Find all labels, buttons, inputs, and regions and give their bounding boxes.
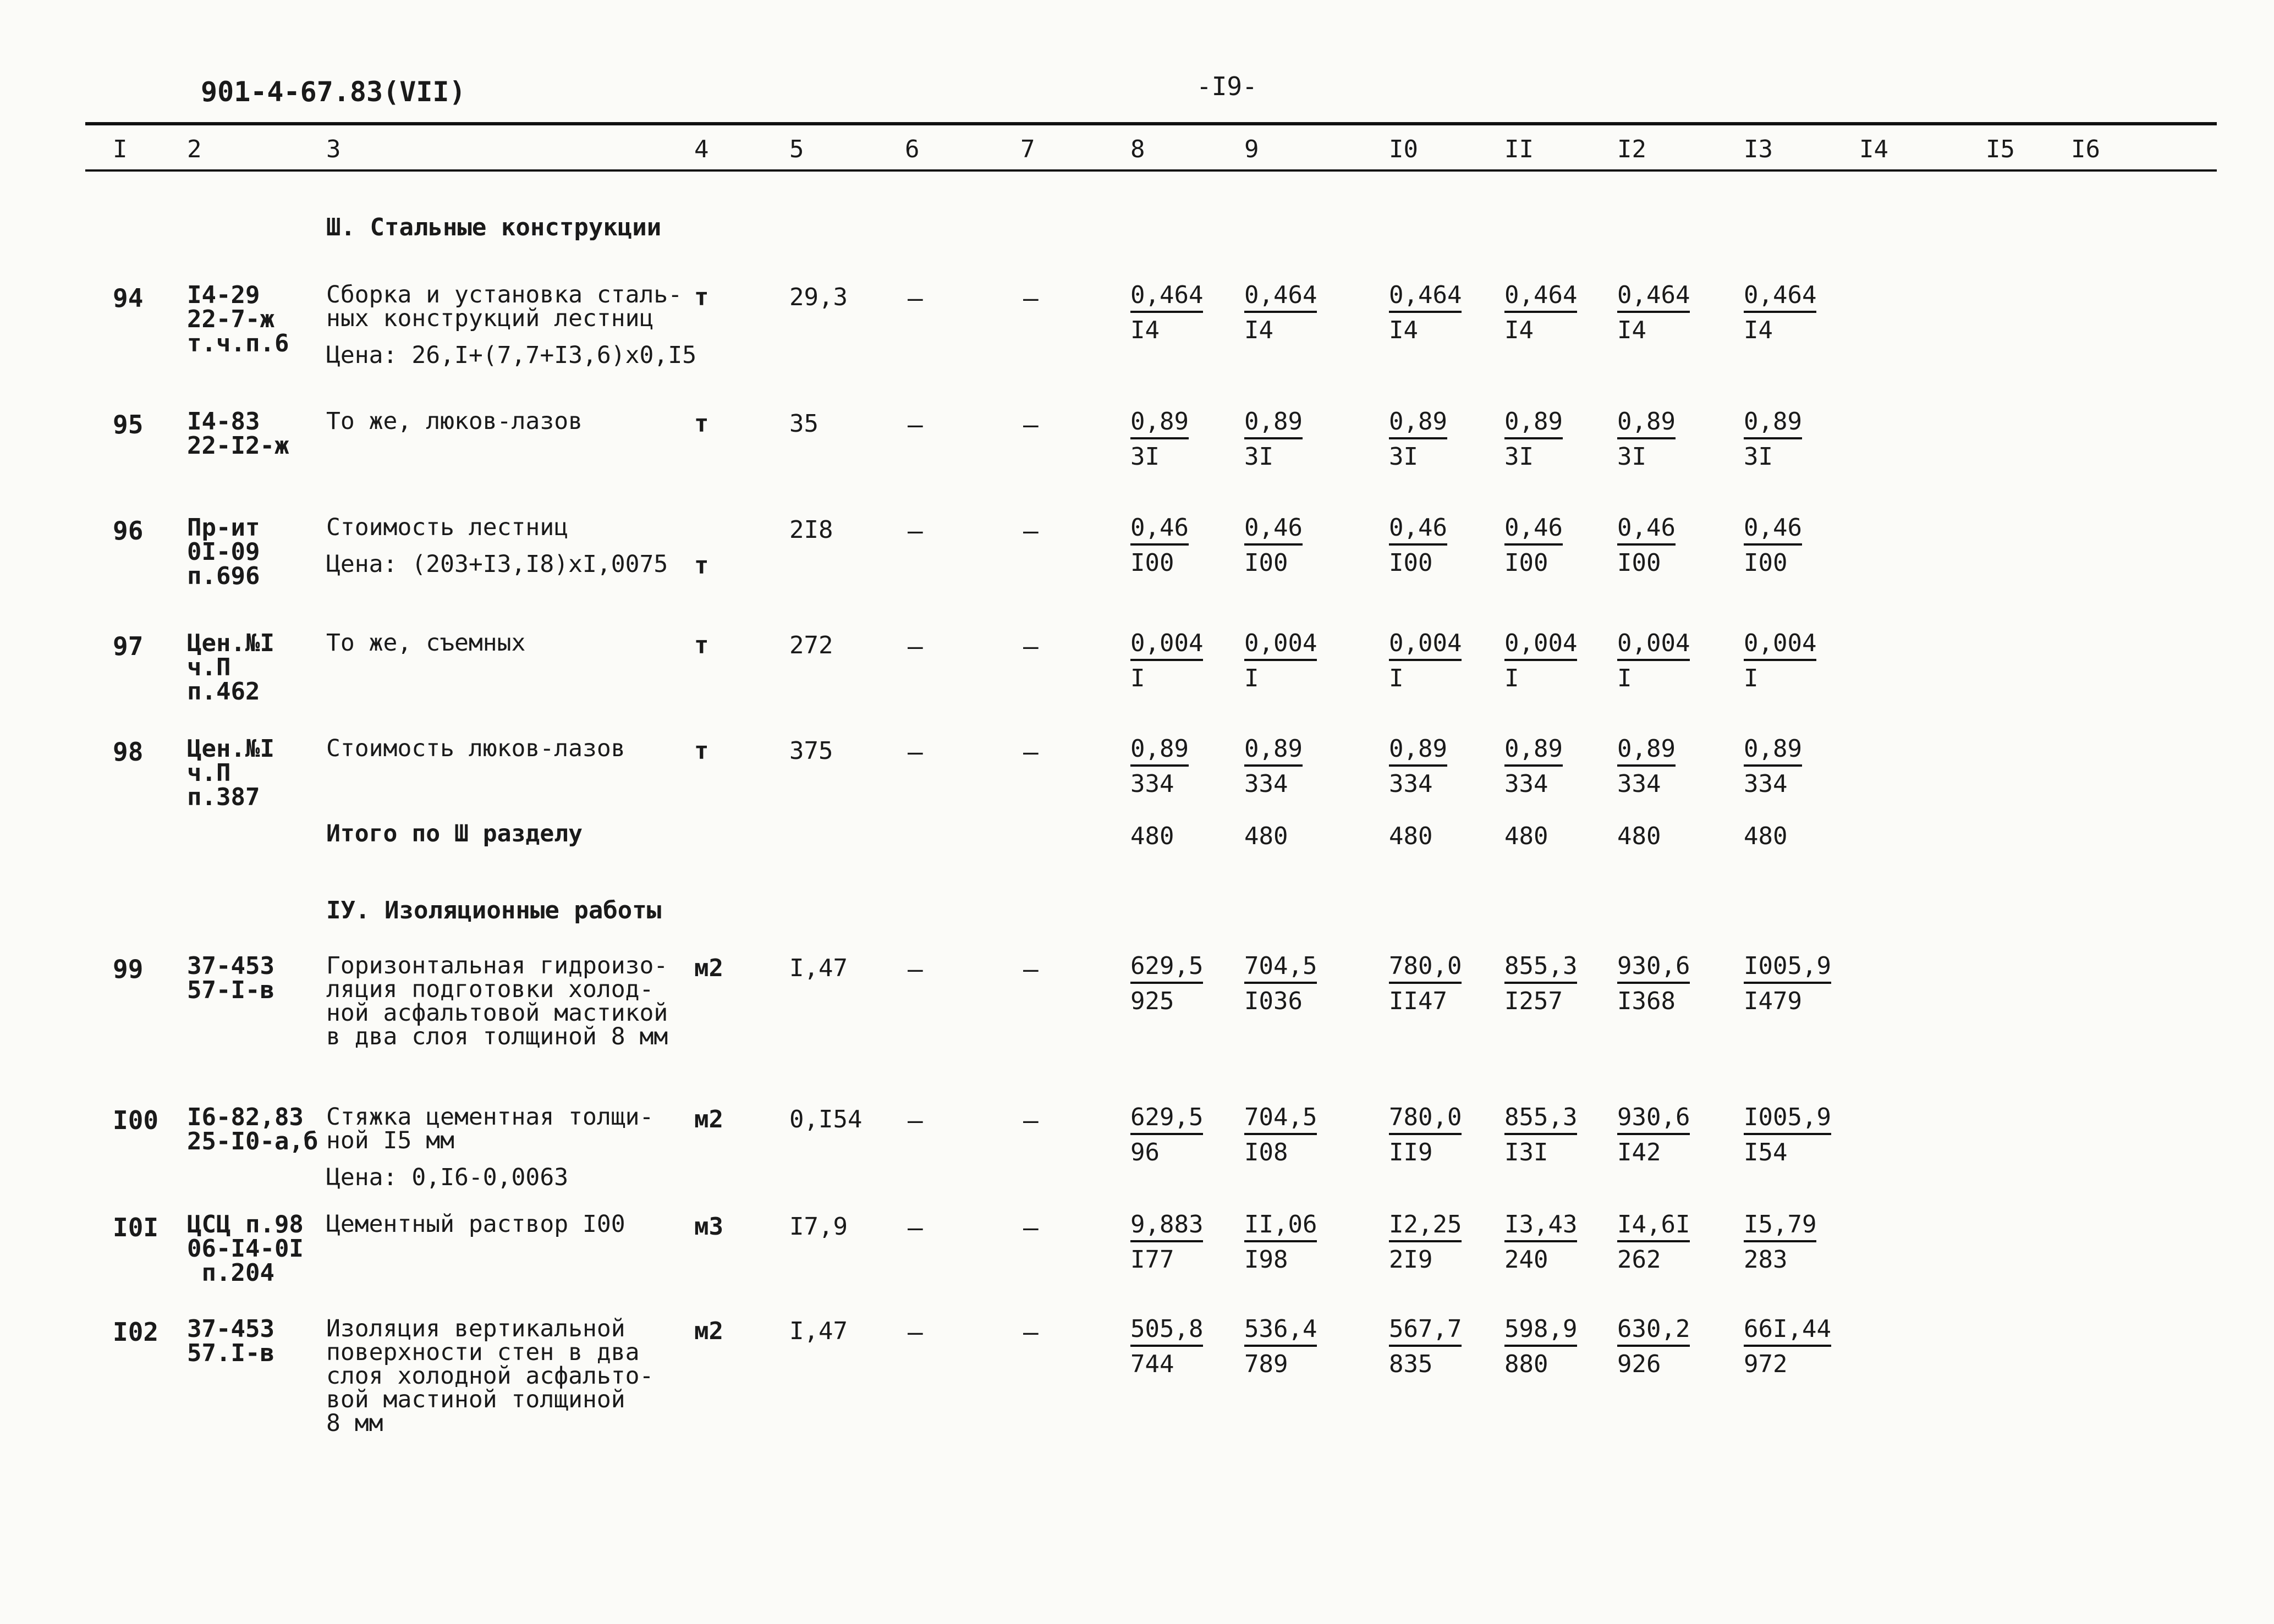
value-denominator: I00 (1130, 549, 1174, 577)
value-fraction (1130, 954, 1203, 1014)
value-numerator: 0,89 (1244, 737, 1303, 767)
column-number: I6 (2071, 135, 2100, 163)
unit-of-measure: м3 (694, 1213, 723, 1241)
value-fraction (1389, 1105, 1462, 1165)
value-denominator: 334 (1244, 770, 1288, 798)
column-6-dash: – (908, 283, 923, 313)
row-number: I0I (113, 1213, 159, 1242)
value-denominator: 926 (1617, 1350, 1661, 1378)
column-7-dash: – (1023, 410, 1039, 439)
value-denominator: 96 (1130, 1138, 1160, 1166)
value-numerator: 0,004 (1617, 631, 1690, 661)
section-total-value: 480 (1244, 822, 1288, 850)
unit-price: 0,I54 (789, 1105, 863, 1133)
value-fraction (1617, 631, 1690, 691)
value-fraction (1744, 1317, 1831, 1377)
value-denominator: I00 (1504, 549, 1548, 577)
column-number: 6 (905, 135, 920, 163)
section-total-value: 480 (1389, 822, 1433, 850)
value-denominator: 789 (1244, 1350, 1288, 1378)
section-total-value: 480 (1617, 822, 1661, 850)
price-formula: Цена: 0,I6-0,0063 (326, 1164, 569, 1191)
value-numerator: 0,464 (1617, 283, 1690, 313)
value-fraction (1504, 631, 1577, 691)
value-numerator: 0,89 (1389, 737, 1447, 767)
value-denominator: I4 (1130, 316, 1160, 344)
row-number: 99 (113, 954, 144, 984)
value-fraction (1244, 1105, 1317, 1165)
value-denominator: I4 (1504, 316, 1534, 344)
column-7-dash: – (1023, 631, 1039, 661)
unit-of-measure: м2 (694, 1105, 723, 1133)
value-fraction (1504, 516, 1563, 575)
value-fraction (1389, 283, 1462, 343)
value-denominator: 3I (1244, 443, 1273, 471)
value-fraction (1744, 737, 1802, 796)
value-fraction (1617, 737, 1676, 796)
work-description: Цементный раствор I00 (326, 1210, 625, 1238)
value-denominator: I00 (1244, 549, 1288, 577)
value-fraction (1504, 1210, 1578, 1274)
value-fraction (1744, 410, 1802, 469)
value-denominator: I (1130, 664, 1145, 692)
row-number: 94 (113, 283, 144, 313)
value-fraction (1744, 954, 1831, 1014)
value-numerator: 855,3 (1504, 954, 1577, 984)
value-numerator: 567,7 (1389, 1317, 1462, 1347)
work-description: То же, съемных (326, 629, 526, 657)
value-denominator: 240 (1504, 1246, 1548, 1274)
value-fraction (1744, 516, 1802, 575)
value-denominator: I (1617, 664, 1632, 692)
value-denominator: I4 (1389, 316, 1418, 344)
column-number: 5 (789, 135, 804, 163)
column-number: I2 (1617, 135, 1646, 163)
unit-price: I,47 (789, 1317, 848, 1345)
work-description: Сборка и установка сталь- ных конструкций лестниц (326, 281, 683, 332)
column-6-dash: – (908, 1213, 923, 1242)
value-fraction (1244, 954, 1317, 1014)
unit-of-measure: т (694, 631, 709, 659)
value-numerator: 0,004 (1244, 631, 1317, 661)
unit-of-measure: м2 (694, 1317, 723, 1345)
column-number: 4 (694, 135, 709, 163)
value-denominator: 3I (1744, 443, 1773, 471)
column-number: 9 (1244, 135, 1259, 163)
value-fraction (1617, 283, 1690, 343)
value-fraction (1617, 1317, 1690, 1377)
unit-price: 375 (789, 737, 833, 765)
column-6-dash: – (908, 410, 923, 439)
value-fraction (1617, 1105, 1690, 1165)
value-denominator: I98 (1244, 1246, 1288, 1274)
value-numerator: 0,004 (1744, 631, 1816, 661)
work-description: Стяжка цементная толщи- ной I5 мм (326, 1103, 654, 1154)
value-numerator: 0,464 (1389, 283, 1462, 313)
column-7-dash: – (1023, 283, 1039, 313)
value-denominator: I77 (1130, 1246, 1174, 1274)
value-denominator: 2I9 (1389, 1246, 1433, 1274)
value-numerator: 0,004 (1504, 631, 1577, 661)
value-numerator: 0,46 (1130, 516, 1189, 546)
value-numerator: 855,3 (1504, 1105, 1577, 1135)
unit-price: I7,9 (789, 1213, 848, 1241)
value-numerator: 0,89 (1130, 737, 1189, 767)
column-number: I4 (1859, 135, 1888, 163)
value-numerator: 0,464 (1130, 283, 1203, 313)
column-7-dash: – (1023, 954, 1039, 984)
column-number: II (1504, 135, 1534, 163)
value-denominator: 334 (1744, 770, 1788, 798)
value-denominator: 972 (1744, 1350, 1788, 1378)
value-numerator: 0,004 (1389, 631, 1462, 661)
value-denominator: 744 (1130, 1350, 1174, 1378)
value-fraction (1244, 1210, 1317, 1274)
value-numerator: 0,46 (1389, 516, 1447, 546)
value-numerator: 704,5 (1244, 1105, 1317, 1135)
value-fraction (1130, 737, 1189, 796)
value-denominator: 835 (1389, 1350, 1433, 1378)
value-fraction (1744, 1210, 1817, 1274)
value-numerator: 0,464 (1244, 283, 1317, 313)
value-numerator: 0,89 (1504, 737, 1563, 767)
value-denominator: I (1744, 664, 1759, 692)
norm-code: 37-453 57-I-в (187, 952, 274, 1004)
unit-price: 272 (789, 631, 833, 659)
value-denominator: I42 (1617, 1138, 1661, 1166)
value-fraction (1244, 737, 1303, 796)
value-numerator: 0,89 (1744, 410, 1802, 439)
value-fraction (1504, 1317, 1577, 1377)
norm-code: I4-83 22-I2-ж (187, 408, 289, 460)
value-denominator: I00 (1744, 549, 1788, 577)
value-fraction (1389, 516, 1447, 575)
row-number: 98 (113, 737, 144, 767)
value-fraction (1389, 631, 1462, 691)
column-7-dash: – (1023, 516, 1039, 546)
value-denominator: 262 (1617, 1246, 1661, 1274)
document-code: 901-4-67.83(VII) (201, 76, 466, 108)
value-fraction (1617, 954, 1690, 1014)
value-numerator: 66I,44 (1744, 1317, 1831, 1347)
value-denominator: 880 (1504, 1350, 1548, 1378)
value-numerator: I005,9 (1744, 954, 1831, 984)
column-number: 3 (326, 135, 341, 163)
value-numerator: 0,46 (1504, 516, 1563, 546)
column-6-dash: – (908, 516, 923, 546)
value-denominator: 3I (1389, 443, 1418, 471)
value-numerator: 536,4 (1244, 1317, 1317, 1347)
column-7-dash: – (1023, 1105, 1039, 1135)
value-denominator: I4 (1744, 316, 1773, 344)
column-7-dash: – (1023, 1317, 1039, 1347)
unit-price: 2I8 (789, 516, 833, 544)
value-fraction (1617, 1210, 1690, 1274)
column-number: I3 (1744, 135, 1773, 163)
value-fraction (1130, 516, 1189, 575)
header-bottom-rule (85, 169, 2217, 172)
value-denominator: 334 (1617, 770, 1661, 798)
value-denominator: I (1389, 664, 1404, 692)
row-number: I00 (113, 1105, 159, 1135)
value-denominator: I036 (1244, 987, 1303, 1015)
value-denominator: I257 (1504, 987, 1563, 1015)
value-fraction (1244, 516, 1303, 575)
value-fraction (1617, 516, 1676, 575)
value-numerator: 0,89 (1617, 410, 1676, 439)
column-7-dash: – (1023, 737, 1039, 767)
value-denominator: I08 (1244, 1138, 1288, 1166)
value-numerator: I3,43 (1504, 1213, 1577, 1242)
column-number: 8 (1130, 135, 1145, 163)
value-denominator: II47 (1389, 987, 1447, 1015)
value-numerator: II,06 (1244, 1213, 1317, 1242)
value-denominator: I3I (1504, 1138, 1548, 1166)
column-6-dash: – (908, 631, 923, 661)
value-fraction (1389, 954, 1462, 1014)
value-numerator: 0,89 (1130, 410, 1189, 439)
value-fraction (1504, 737, 1563, 796)
value-fraction (1130, 283, 1203, 343)
value-numerator: 0,89 (1389, 410, 1447, 439)
value-denominator: I00 (1389, 549, 1433, 577)
value-denominator: I479 (1744, 987, 1802, 1015)
value-numerator: 0,004 (1130, 631, 1203, 661)
column-6-dash: – (908, 1105, 923, 1135)
work-description: То же, люков-лазов (326, 408, 583, 435)
value-numerator: 505,8 (1130, 1317, 1203, 1347)
value-numerator: 629,5 (1130, 954, 1203, 984)
page-number: -I9- (1196, 71, 1257, 101)
value-fraction (1389, 410, 1447, 469)
value-fraction (1744, 631, 1816, 691)
unit-price: 35 (789, 410, 819, 438)
price-formula: Цена: 26,I+(7,7+I3,6)x0,I5 (326, 342, 697, 369)
section-total-value: 480 (1744, 822, 1788, 850)
work-description: Горизонтальная гидроизо- ляция подготовки холод- ной асфальтовой мастикой в два слоя толщиной 8 мм (326, 952, 668, 1050)
column-number: I0 (1389, 135, 1418, 163)
value-fraction (1389, 1210, 1462, 1274)
value-numerator: 930,6 (1617, 954, 1690, 984)
value-numerator: 0,46 (1617, 516, 1676, 546)
value-fraction (1744, 283, 1816, 343)
value-numerator: I4,6I (1617, 1213, 1690, 1242)
work-description: Стоимость лестниц (326, 514, 569, 541)
value-numerator: 780,0 (1389, 954, 1462, 984)
header-top-rule (85, 122, 2217, 125)
value-denominator: 925 (1130, 987, 1174, 1015)
value-denominator: 334 (1130, 770, 1174, 798)
value-numerator: I2,25 (1389, 1213, 1462, 1242)
section-total-value: 480 (1130, 822, 1174, 850)
value-denominator: I (1244, 664, 1259, 692)
value-denominator: 334 (1389, 770, 1433, 798)
norm-code: ЦСЦ п.98 06-I4-0I п.204 (187, 1210, 304, 1287)
value-numerator: 598,9 (1504, 1317, 1577, 1347)
value-denominator: I (1504, 664, 1519, 692)
value-fraction (1244, 283, 1317, 343)
value-numerator: 930,6 (1617, 1105, 1690, 1135)
row-number: 97 (113, 631, 144, 661)
value-denominator: II9 (1389, 1138, 1433, 1166)
column-6-dash: – (908, 1317, 923, 1347)
unit-price: I,47 (789, 954, 848, 982)
value-numerator: 0,89 (1504, 410, 1563, 439)
value-numerator: 0,464 (1504, 283, 1577, 313)
value-fraction (1617, 410, 1676, 469)
value-fraction (1130, 1317, 1203, 1377)
value-denominator: I368 (1617, 987, 1676, 1015)
work-description: Стоимость люков-лазов (326, 735, 625, 762)
unit-of-measure: т (694, 410, 709, 438)
value-denominator: 334 (1504, 770, 1548, 798)
section-title-steel: Ш. Стальные конструкции (326, 213, 662, 241)
norm-code: Цен.№I ч.П п.462 (187, 629, 274, 706)
value-fraction (1389, 737, 1447, 796)
value-fraction (1504, 410, 1563, 469)
value-numerator: 0,464 (1744, 283, 1816, 313)
column-6-dash: – (908, 737, 923, 767)
value-fraction (1244, 631, 1317, 691)
section-total-value: 480 (1504, 822, 1548, 850)
column-number: I5 (1986, 135, 2015, 163)
section-title-insulation: IУ. Изоляционные работы (326, 896, 662, 924)
value-denominator: I4 (1244, 316, 1273, 344)
value-denominator: I4 (1617, 316, 1646, 344)
column-number: 2 (187, 135, 202, 163)
value-numerator: I5,79 (1744, 1213, 1816, 1242)
row-number: 96 (113, 516, 144, 546)
unit-of-measure: т (694, 283, 709, 311)
row-number: 95 (113, 410, 144, 439)
value-denominator: 3I (1617, 443, 1646, 471)
value-denominator: I00 (1617, 549, 1661, 577)
unit-of-measure: т (694, 737, 709, 765)
value-fraction (1504, 283, 1577, 343)
value-fraction (1244, 1317, 1317, 1377)
value-fraction (1504, 954, 1577, 1014)
norm-code: Пр-ит 0I-09 п.696 (187, 514, 260, 590)
norm-code: Цен.№I ч.П п.387 (187, 735, 274, 811)
value-denominator: 283 (1744, 1246, 1788, 1274)
row-number: I02 (113, 1317, 159, 1347)
section-total-label: Итого по Ш разделу (326, 820, 583, 847)
value-numerator: I005,9 (1744, 1105, 1831, 1135)
work-description: Изоляция вертикальной поверхности стен в два слоя холодной асфальто- вой мастиной толщиной 8 мм (326, 1315, 654, 1437)
value-fraction (1130, 1105, 1203, 1165)
value-denominator: 3I (1504, 443, 1534, 471)
unit-price: 29,3 (789, 283, 848, 311)
value-numerator: 629,5 (1130, 1105, 1203, 1135)
unit-of-measure: т (694, 552, 709, 580)
value-denominator: 3I (1130, 443, 1160, 471)
value-numerator: 9,883 (1130, 1213, 1203, 1242)
value-numerator: 0,89 (1244, 410, 1303, 439)
norm-code: 37-453 57.I-в (187, 1315, 274, 1367)
value-numerator: 780,0 (1389, 1105, 1462, 1135)
value-numerator: 630,2 (1617, 1317, 1690, 1347)
norm-code: I6-82,83 25-I0-а,б (187, 1103, 318, 1155)
value-fraction (1504, 1105, 1577, 1165)
value-fraction (1130, 410, 1189, 469)
value-fraction (1130, 631, 1203, 691)
column-6-dash: – (908, 954, 923, 984)
value-numerator: 0,46 (1244, 516, 1303, 546)
value-fraction (1130, 1210, 1204, 1274)
value-numerator: 0,89 (1744, 737, 1802, 767)
value-fraction (1244, 410, 1303, 469)
value-fraction (1389, 1317, 1462, 1377)
price-formula: Цена: (203+I3,I8)xI,0075 (326, 550, 668, 578)
value-numerator: 0,46 (1744, 516, 1802, 546)
norm-code: I4-29 22-7-ж т.ч.п.6 (187, 281, 289, 357)
value-fraction (1744, 1105, 1831, 1165)
column-7-dash: – (1023, 1213, 1039, 1242)
column-number: 7 (1020, 135, 1035, 163)
value-denominator: I54 (1744, 1138, 1788, 1166)
column-number: I (113, 135, 128, 163)
value-numerator: 0,89 (1617, 737, 1676, 767)
value-numerator: 704,5 (1244, 954, 1317, 984)
unit-of-measure: м2 (694, 954, 723, 982)
